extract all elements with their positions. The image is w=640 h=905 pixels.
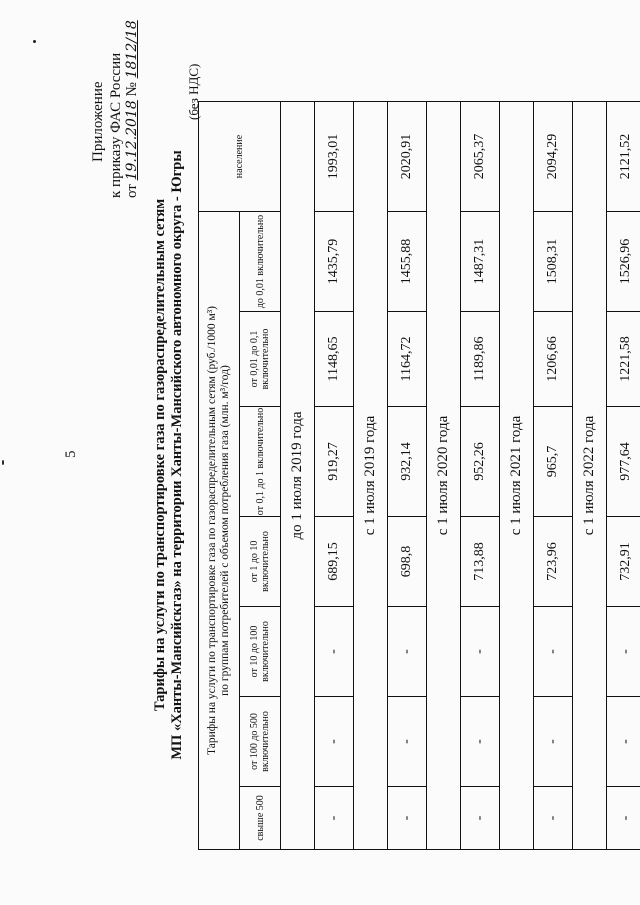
page-number: 5: [63, 450, 79, 458]
table-cell: 1206,66: [534, 312, 573, 407]
table-cell: 1221,58: [607, 312, 640, 407]
number-prefix: №: [124, 82, 140, 97]
table-caption-line1: Тарифы на услуги по транспортировке газа по газораспределительным сетям (руб./1000 м³): [206, 306, 218, 755]
table-cell: 1455,88: [388, 212, 427, 312]
table-row: [388, 102, 427, 850]
column-header: от 1 до 10 включительно: [240, 517, 281, 607]
table-cell: -: [534, 787, 573, 850]
table-cell: -: [388, 607, 427, 697]
vat-note: (без НДС): [186, 63, 201, 120]
table-cell: 2020,91: [388, 102, 427, 212]
period-row: с 1 июля 2020 года: [427, 102, 461, 850]
column-header: до 0,01 включительно: [240, 212, 281, 312]
table-cell: 1508,31: [534, 212, 573, 312]
table-cell: -: [607, 607, 640, 697]
table-row: [607, 102, 640, 850]
table-cell: 698,8: [388, 517, 427, 607]
table-cell: 1526,96: [607, 212, 640, 312]
table-cell: -: [315, 607, 354, 697]
table-cell: 1993,01: [315, 102, 354, 212]
table-cell: 965,7: [534, 407, 573, 517]
table-cell: 689,15: [315, 517, 354, 607]
table-cell: -: [461, 787, 500, 850]
table-cell: 2121,52: [607, 102, 640, 212]
table-cell: 2065,37: [461, 102, 500, 212]
table-row: [461, 102, 500, 850]
table-cell: 1487,31: [461, 212, 500, 312]
table-cell: -: [388, 787, 427, 850]
table-caption: [199, 212, 240, 850]
table-cell: -: [461, 697, 500, 787]
table-cell: 1148,65: [315, 312, 354, 407]
table-cell: 1164,72: [388, 312, 427, 407]
table-cell: -: [315, 697, 354, 787]
table-cell: -: [461, 607, 500, 697]
table-cell: 919,27: [315, 407, 354, 517]
handwritten-number: 1812/18: [124, 20, 140, 79]
table-cell: -: [607, 697, 640, 787]
table-cell: 723,96: [534, 517, 573, 607]
column-header: от 0,01 до 0,1 включительно: [240, 312, 281, 407]
column-header: от 0,1 до 1 включительно: [240, 407, 281, 517]
table-cell: 2094,29: [534, 102, 573, 212]
table-cell: -: [388, 697, 427, 787]
table-cell: 932,14: [388, 407, 427, 517]
appendix-order-line: к приказу ФАС России: [108, 52, 124, 198]
tariff-table: [198, 101, 640, 850]
table-cell: -: [534, 607, 573, 697]
column-header: от 10 до 100 включительно: [240, 607, 281, 697]
table-cell: 952,26: [461, 407, 500, 517]
appendix-date-line: [124, 20, 141, 198]
table-cell: 713,88: [461, 517, 500, 607]
table-cell: -: [607, 787, 640, 850]
table-cell: 1435,79: [315, 212, 354, 312]
table-cell: 1189,86: [461, 312, 500, 407]
column-header: от 100 до 500 включительно: [240, 697, 281, 787]
column-header: население: [199, 102, 281, 212]
handwritten-date: 19.12.2018: [124, 100, 140, 181]
period-row: до 1 июля 2019 года: [281, 102, 315, 850]
table-cell: 732,91: [607, 517, 640, 607]
period-row: с 1 июля 2022 года: [573, 102, 607, 850]
table-row: [315, 102, 354, 850]
document-title-line1: Тарифы на услуги по транспортировке газа по газораспределительным сетям: [152, 198, 168, 712]
table-cell: -: [315, 787, 354, 850]
table-caption-line2: по группам потребителей с объемом потребления газа (млн. м³/год): [219, 365, 231, 696]
document-title-line2: МП «Ханты-Мансийскгаз» на территории Ханты-Мансийского автономного округа - Югры: [169, 150, 185, 760]
table-cell: -: [534, 697, 573, 787]
period-row: с 1 июля 2021 года: [500, 102, 534, 850]
date-prefix: от: [124, 184, 140, 198]
appendix-title: Приложение: [90, 81, 106, 162]
table-cell: 977,64: [607, 407, 640, 517]
table-row: [534, 102, 573, 850]
column-header: свыше 500: [240, 787, 281, 850]
period-row: с 1 июля 2019 года: [354, 102, 388, 850]
